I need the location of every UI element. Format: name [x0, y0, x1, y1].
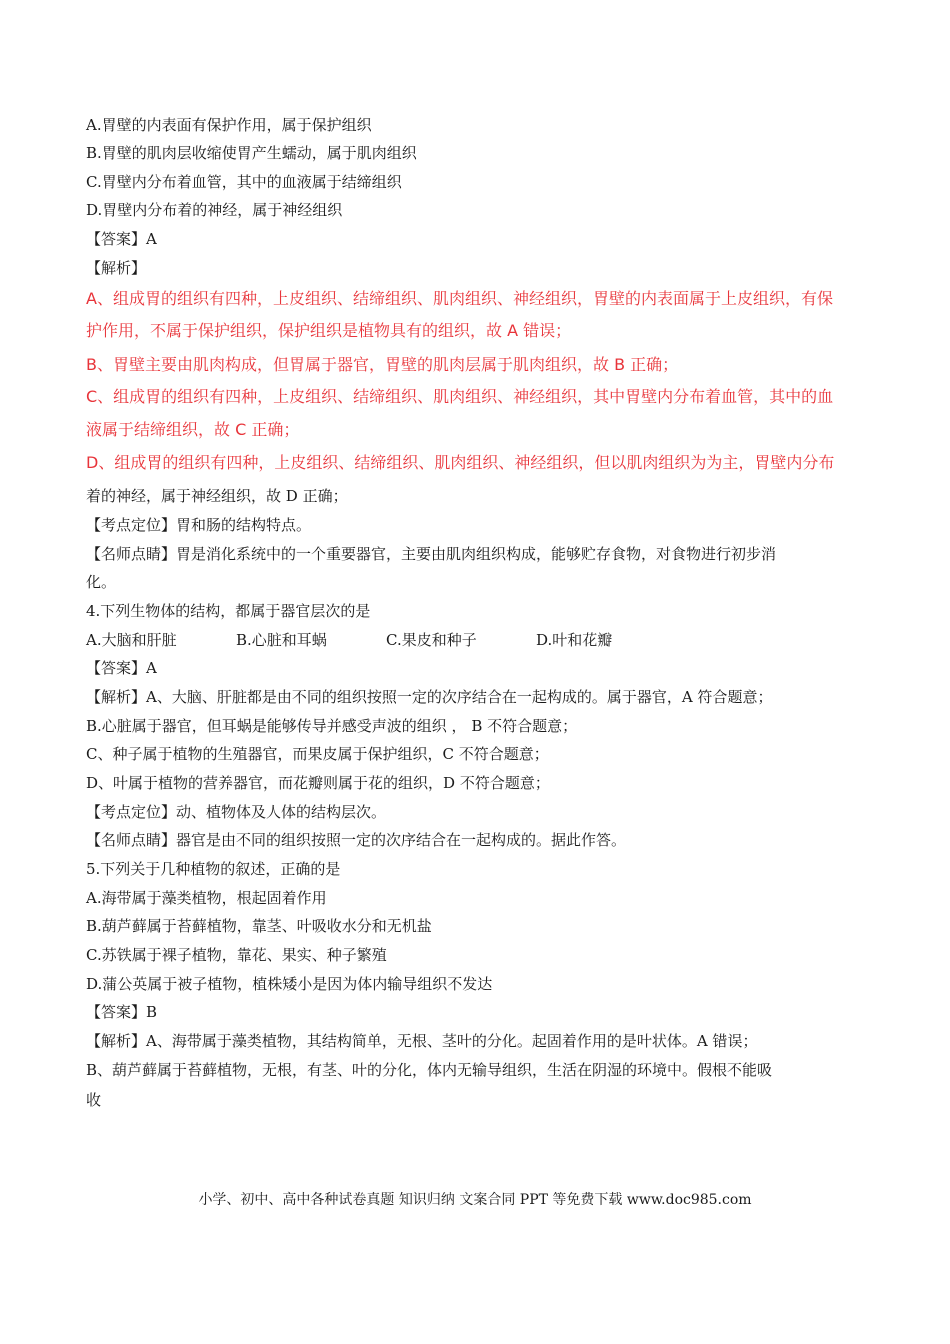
q3-analysis-line: 液属于结缔组织，故 C 正确；: [86, 420, 300, 439]
q3-option-c: C.胃壁内分布着血管，其中的血液属于结缔组织: [86, 173, 402, 191]
page-footer: 小学、初中、高中各种试卷真题 知识归纳 文案合同 PPT 等免费下载 www.doc985.com: [198, 1192, 752, 1208]
q4-stem: 4.下列生物体的结构，都属于器官层次的是: [86, 602, 371, 620]
q3-kaodian: 【考点定位】胃和肠的结构特点。: [86, 516, 312, 534]
q4-option-d: D.叶和花瓣: [536, 631, 613, 649]
q3-option-b: B.胃壁的肌肉层收缩使胃产生蠕动，属于肌肉组织: [86, 144, 417, 162]
q3-analysis-label: 【解析】: [86, 259, 147, 277]
q5-stem: 5.下列关于几种植物的叙述，正确的是: [86, 860, 341, 878]
q4-option-a: A.大脑和肝脏: [86, 631, 177, 649]
q4-option-b: B.心脏和耳蜗: [236, 631, 327, 649]
q4-options-row: [86, 630, 612, 650]
q3-mingshi-continuation: 化。: [86, 573, 117, 591]
q5-option-a: A.海带属于藻类植物，根起固着作用: [86, 889, 327, 907]
q4-option-c: C.果皮和种子: [386, 631, 477, 649]
q5-option-d: D.蒲公英属于被子植物，植株矮小是因为体内输导组织不发达: [86, 975, 493, 993]
q5-analysis-line: 收: [86, 1091, 102, 1109]
q4-analysis-line: B.心脏属于器官，但耳蜗是能够传导并感受声波的组织 ， B 不符合题意；: [86, 717, 578, 735]
q3-analysis-line: C、组成胃的组织有四种，上皮组织、结缔组织、肌肉组织、神经组织，其中胃壁内分布着血管，其中的血: [86, 387, 834, 406]
q4-kaodian: 【考点定位】动、植物体及人体的结构层次。: [86, 803, 387, 821]
q5-option-c: C.苏铁属于裸子植物，靠花、果实、种子繁殖: [86, 946, 387, 964]
q3-analysis-continuation: 着的神经，属于神经组织，故 D 正确；: [86, 487, 348, 505]
q5-answer: 【答案】B: [86, 1003, 158, 1021]
q4-analysis-line: C、种子属于植物的生殖器官，而果皮属于保护组织，C 不符合题意；: [86, 745, 549, 763]
q3-option-a: A.胃壁的内表面有保护作用，属于保护组织: [86, 116, 372, 134]
q3-analysis-line: B、胃壁主要由肌肉构成，但胃属于器官，胃壁的肌肉层属于肌肉组织，故 B 正确；: [86, 355, 679, 374]
q4-analysis-line: D、叶属于植物的营养器官，而花瓣则属于花的组织，D 不符合题意；: [86, 774, 550, 792]
q3-option-d: D.胃壁内分布着的神经，属于神经组织: [86, 201, 343, 219]
q4-mingshi: 【名师点睛】器官是由不同的组织按照一定的次序结合在一起构成的。据此作答。: [86, 831, 627, 849]
q4-answer: 【答案】A: [86, 659, 157, 677]
q3-answer: 【答案】A: [86, 230, 157, 248]
q3-analysis-line: 护作用，不属于保护组织，保护组织是植物具有的组织，故 A 错误；: [86, 321, 572, 340]
q4-analysis-line: 【解析】A、大脑、肝脏都是由不同的组织按照一定的次序结合在一起构成的。属于器官，A 符合题意；: [86, 688, 773, 706]
q5-analysis-line: B、葫芦藓属于苔藓植物，无根，有茎、叶的分化，体内无输导组织，生活在阴湿的环境中。假根不能吸: [86, 1061, 773, 1079]
q5-option-b: B.葫芦藓属于苔藓植物，靠茎、叶吸收水分和无机盐: [86, 917, 432, 935]
q5-analysis-line: 【解析】A、海带属于藻类植物，其结构简单，无根、茎叶的分化。起固着作用的是叶状体。A 错误；: [86, 1032, 758, 1050]
q3-analysis-line: D、组成胃的组织有四种，上皮组织、结缔组织、肌肉组织、神经组织，但以肌肉组织为为主，胃壁内分布: [86, 453, 835, 472]
q3-mingshi: 【名师点睛】胃是消化系统中的一个重要器官，主要由肌肉组织构成，能够贮存食物，对食物进行初步消: [86, 545, 777, 563]
q3-analysis-line: A、组成胃的组织有四种，上皮组织、结缔组织、肌肉组织、神经组织，胃壁的内表面属于上皮组织，有保: [86, 289, 833, 308]
